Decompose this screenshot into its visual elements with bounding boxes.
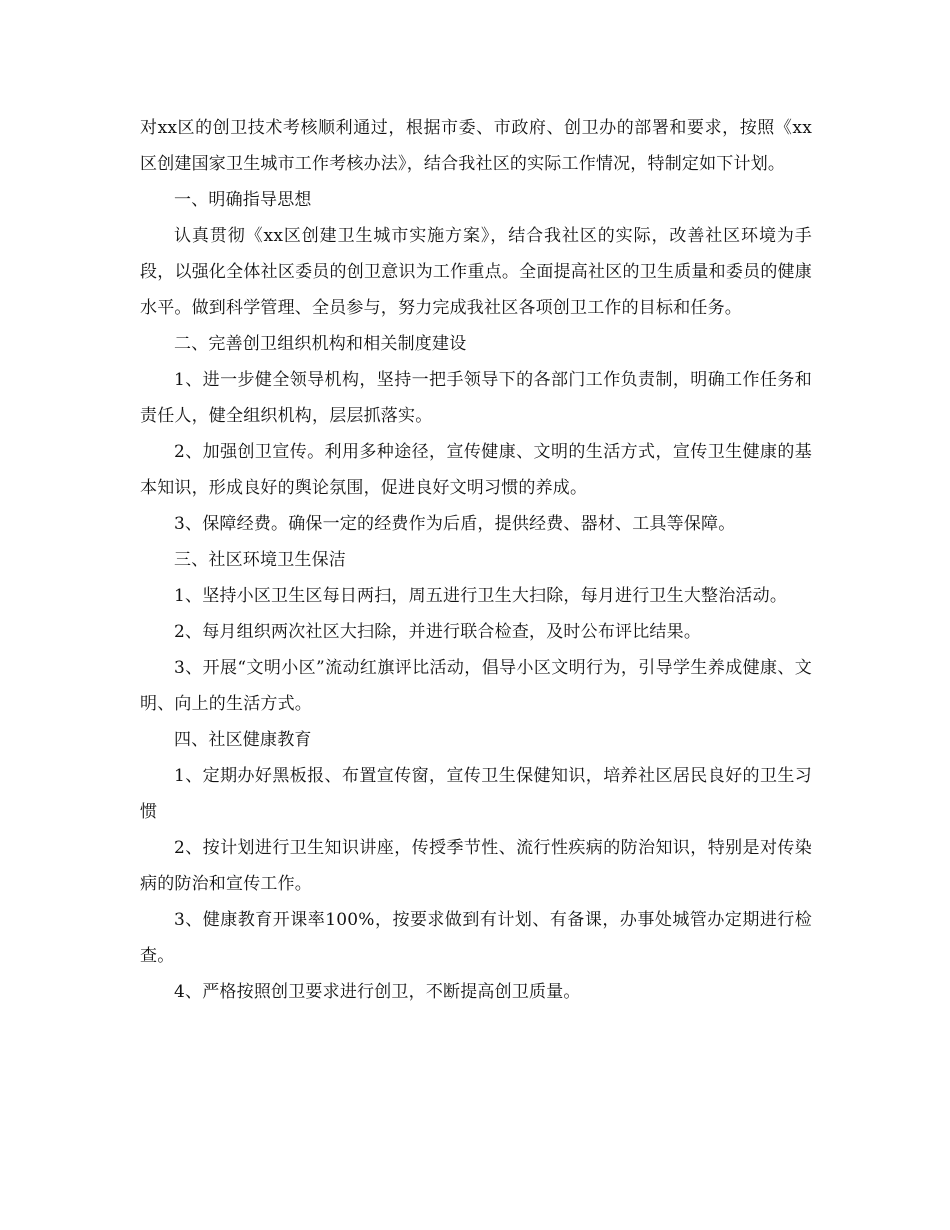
guiding-thought-paragraph: 认真贯彻《xx区创建卫生城市实施方案》，结合我社区的实际，改善社区环境为手段，以强化全体社区委员的创卫意识为工作重点。全面提高社区的卫生质量和委员的健康水平。做到科学管理、全员参与，努力完成我社区各项创卫工作的目标和任务。 [140, 226, 812, 318]
health-education-item-3: 3、健康教育开课率100%，按要求做到有计划、有备课，办事处城管办定期进行检查。 [140, 910, 812, 966]
section-heading-health-education: 四、社区健康教育 [174, 730, 312, 750]
organization-item-2: 2、加强创卫宣传。利用多种途径，宣传健康、文明的生活方式，宣传卫生健康的基本知识，形成良好的舆论氛围，促进良好文明习惯的养成。 [140, 442, 812, 498]
section-heading-guiding-thought: 一、明确指导思想 [174, 190, 312, 210]
organization-item-3: 3、保障经费。确保一定的经费作为后盾，提供经费、器材、工具等保障。 [174, 514, 736, 534]
health-education-item-2: 2、按计划进行卫生知识讲座，传授季节性、流行性疾病的防治知识，特别是对传染病的防治和宣传工作。 [140, 838, 812, 894]
section-heading-organization: 二、完善创卫组织机构和相关制度建设 [174, 334, 467, 354]
section-heading-sanitation: 三、社区环境卫生保洁 [174, 550, 346, 570]
sanitation-item-1: 1、坚持小区卫生区每日两扫，周五进行卫生大扫除，每月进行卫生大整治活动。 [174, 586, 788, 606]
sanitation-item-2: 2、每月组织两次社区大扫除，并进行联合检查，及时公布评比结果。 [174, 622, 702, 642]
organization-item-1: 1、进一步健全领导机构，坚持一把手领导下的各部门工作负责制，明确工作任务和责任人，健全组织机构，层层抓落实。 [140, 370, 812, 426]
health-education-item-4: 4、严格按照创卫要求进行创卫，不断提高创卫质量。 [174, 982, 581, 1002]
intro-paragraph: 对xx区的创卫技术考核顺利通过，根据市委、市政府、创卫办的部署和要求，按照《xx区创建国家卫生城市工作考核办法》，结合我社区的实际工作情况，特制定如下计划。 [140, 118, 812, 174]
document-body [140, 110, 812, 1010]
health-education-item-1: 1、定期办好黑板报、布置宣传窗，宣传卫生保健知识，培养社区居民良好的卫生习惯 [140, 766, 812, 822]
sanitation-item-3: 3、开展“文明小区”流动红旗评比活动，倡导小区文明行为，引导学生养成健康、文明、向上的生活方式。 [140, 658, 812, 714]
